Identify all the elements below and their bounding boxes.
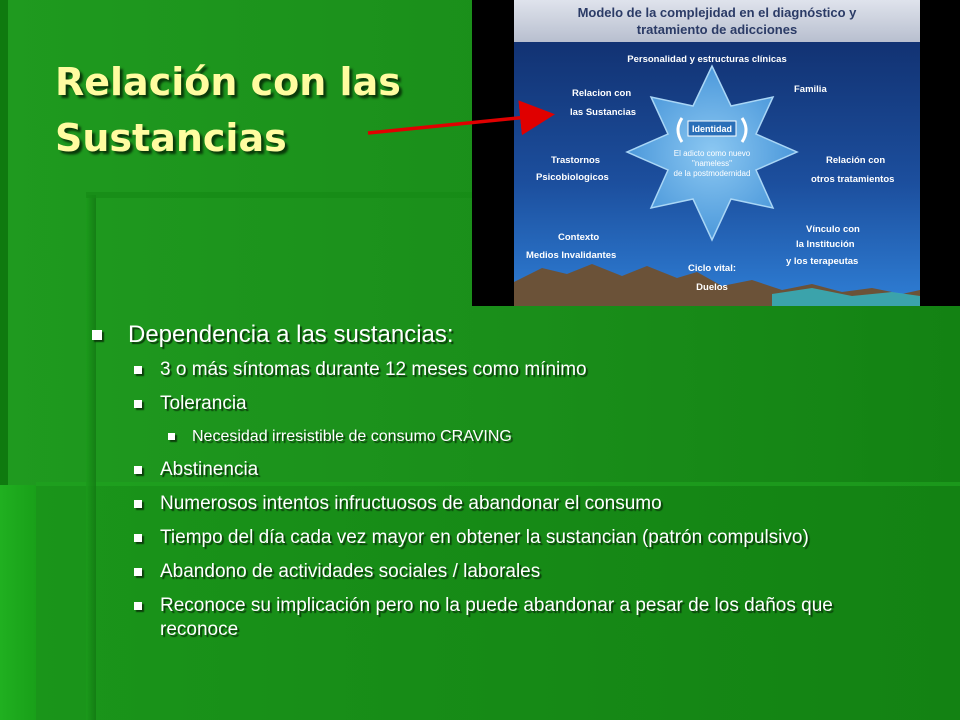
bullet-text: Abstinencia bbox=[160, 459, 259, 480]
complexity-model-figure bbox=[472, 0, 960, 306]
square-bullet-icon bbox=[134, 466, 142, 474]
label-trastornos-2: Psicobiologicos bbox=[536, 172, 609, 183]
label-contexto-1: Contexto bbox=[558, 232, 600, 243]
bullet-item-level-3 bbox=[90, 426, 870, 448]
label-relacion-sustancias-2: las Sustancias bbox=[570, 107, 637, 118]
bullet-list bbox=[90, 320, 870, 652]
slide-title: Relación con las Sustancias bbox=[55, 60, 401, 160]
bullet-text: Dependencia a las sustancias: bbox=[128, 321, 454, 348]
label-trastornos-1: Trastornos bbox=[551, 155, 601, 166]
square-bullet-icon bbox=[168, 433, 175, 440]
bullet-text: Tolerancia bbox=[160, 393, 247, 414]
square-bullet-icon bbox=[134, 400, 142, 408]
bullet-text: Necesidad irresistible de consumo CRAVING bbox=[192, 428, 512, 445]
square-bullet-icon bbox=[92, 330, 102, 340]
square-bullet-icon bbox=[134, 602, 142, 610]
bullet-item-level-2 bbox=[90, 492, 870, 516]
decorative-horizontal-bar bbox=[86, 192, 506, 198]
bullet-item-level-2 bbox=[90, 594, 870, 642]
square-bullet-icon bbox=[134, 534, 142, 542]
center-text-3: de la postmodernidad bbox=[673, 169, 751, 178]
bullet-text: Abandono de actividades sociales / laborales bbox=[160, 561, 541, 582]
label-vinculo-3: y los terapeutas bbox=[786, 256, 859, 267]
bullet-text: Numerosos intentos infructuosos de abandonar el consumo bbox=[160, 493, 662, 514]
bullet-item-level-2 bbox=[90, 526, 870, 550]
label-relacion-sustancias-1: Relacion con bbox=[572, 88, 632, 99]
identity-label: Identidad bbox=[692, 124, 732, 134]
square-bullet-icon bbox=[134, 366, 142, 374]
label-relacion-tratamientos-1: Relación con bbox=[826, 155, 886, 166]
center-text-1: El adicto como nuevo bbox=[673, 149, 751, 158]
bullet-text: Tiempo del día cada vez mayor en obtener la sustancian (patrón compulsivo) bbox=[160, 527, 809, 548]
label-relacion-tratamientos-2: otros tratamientos bbox=[811, 174, 895, 185]
center-text-2: "nameless" bbox=[692, 159, 732, 168]
bullet-item-level-1 bbox=[90, 320, 870, 350]
square-bullet-icon bbox=[134, 568, 142, 576]
bullet-item-level-2 bbox=[90, 458, 870, 482]
diagram-heading-line-1: Modelo de la complejidad en el diagnóstico y bbox=[577, 5, 857, 20]
label-ciclo-vital: Ciclo vital: bbox=[687, 263, 737, 274]
bullet-item-level-2 bbox=[90, 392, 870, 416]
label-personalidad: Personalidad y estructuras clínicas bbox=[627, 54, 787, 65]
complexity-model-diagram bbox=[472, 0, 960, 306]
decorative-left-strip bbox=[0, 485, 36, 720]
bullet-text: 3 o más síntomas durante 12 meses como mínimo bbox=[160, 359, 587, 380]
bullet-text: Reconoce su implicación pero no la puede abandonar a pesar de los daños que reconoce bbox=[160, 595, 833, 640]
diagram-heading-line-2: tratamiento de adicciones bbox=[636, 22, 798, 37]
label-vinculo-1: Vínculo con bbox=[806, 224, 860, 235]
bullet-item-level-2 bbox=[90, 358, 870, 382]
square-bullet-icon bbox=[134, 500, 142, 508]
label-duelos: Duelos bbox=[696, 282, 728, 293]
bullet-item-level-2 bbox=[90, 560, 870, 584]
label-vinculo-2: la Institución bbox=[796, 239, 855, 250]
label-contexto-2: Medios Invalidantes bbox=[526, 250, 617, 261]
label-familia: Familia bbox=[794, 84, 827, 95]
